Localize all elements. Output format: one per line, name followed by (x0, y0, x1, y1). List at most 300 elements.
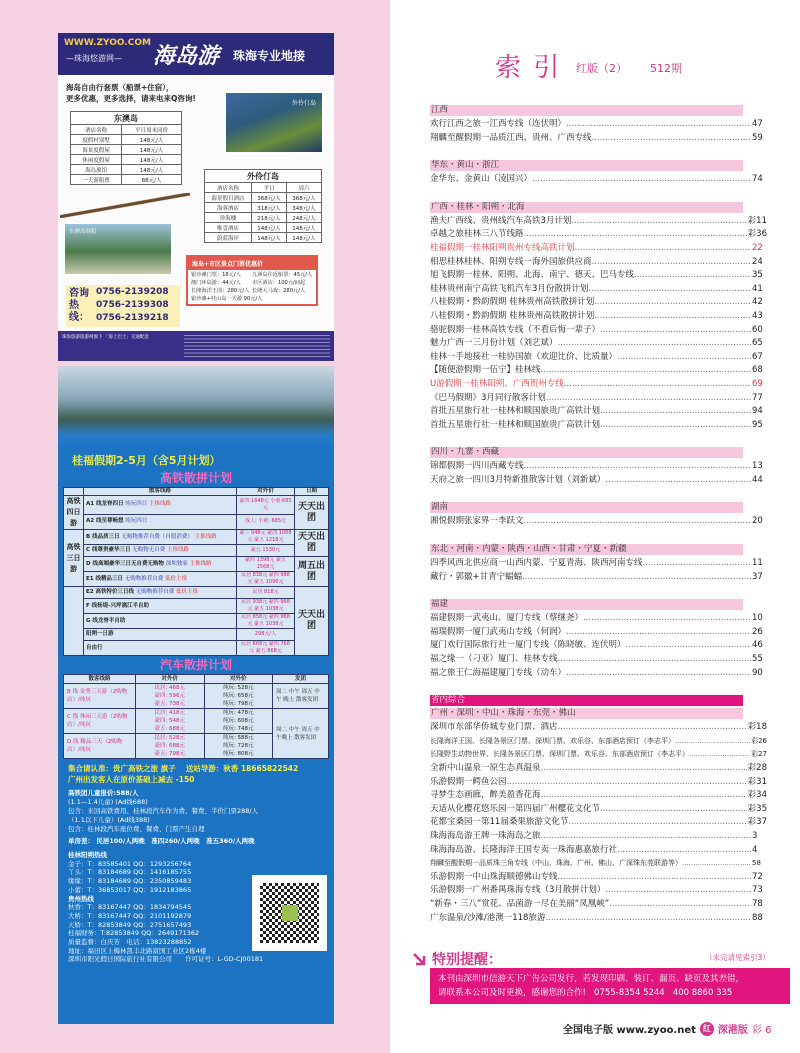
page-number: 彩 6 (751, 1025, 772, 1036)
issue-number: 512期 (650, 62, 682, 75)
entry-title: 深圳市东部华侨城专业门票、酒店 (430, 722, 558, 733)
index-entry[interactable] (430, 912, 767, 926)
ad-footer-note: 珠海悠游旅游网旗下 「海上巴士」交通配套 (62, 335, 149, 340)
entry-title: 相思桂林桂林、阳朔专线一海外国旅供应商 (430, 256, 592, 267)
index-entry[interactable] (430, 748, 767, 762)
route-tag: 低价主推 (165, 575, 188, 582)
price-line: 纯玩: 728元 (222, 743, 254, 749)
ad-header (58, 33, 334, 75)
qr-code[interactable] (252, 875, 327, 951)
bus-route-row (64, 684, 329, 709)
index-section (430, 160, 767, 187)
index-entry[interactable] (430, 269, 767, 283)
entry-page: 10 (752, 613, 763, 624)
entry-title: 桂林贵州南宁高铁飞机汽车3月份散拼计划 (430, 283, 589, 294)
price-line: 豪五: 738元 (154, 701, 186, 707)
leader-dots (566, 118, 751, 132)
index-entry[interactable] (430, 557, 767, 571)
subsection-header: 广州・深圳・中山・珠海・东莞・佛山 (430, 708, 743, 719)
page-title: 索 引 (495, 53, 562, 83)
entry-page: 24 (752, 256, 763, 267)
index-section (430, 599, 767, 680)
route-cell (84, 514, 237, 529)
promo-item: 澳门环岛游：44元/人 (191, 280, 241, 286)
entry-page: 彩28 (747, 763, 767, 773)
contact-line: 丫头：T：83184689 QQ：1416185755 (68, 868, 192, 877)
entry-title: 广东温泉/沙滩/港澳一118旅游 (430, 912, 546, 923)
edition-label: 红版（2） (576, 62, 627, 75)
index-entry[interactable] (430, 324, 767, 338)
route-price: 豪四:1648元 小童:685元 (237, 496, 295, 515)
route-cell (84, 545, 237, 557)
contact-line: 桂福财务：T:82853849 QQ：2649171362 (68, 929, 200, 938)
table-cell: 148元/人 (122, 165, 182, 175)
table-cell: 珍海楼 (205, 213, 252, 223)
column-header: 对外价 (237, 488, 295, 496)
entry-title: 桂福假期一桂林阳朔贵州专线高铁计划 (430, 242, 575, 253)
column-header: 散客线路 (64, 675, 136, 684)
table-cell: 海景度假屋 (71, 145, 122, 155)
price-line: 纯玩: 808元 (222, 751, 254, 757)
index-entry[interactable] (430, 721, 767, 735)
index-entry[interactable] (430, 392, 767, 406)
entry-page: 26 (752, 626, 763, 637)
leader-dots (522, 571, 751, 585)
bus-price (136, 684, 205, 709)
leader-dots (588, 283, 751, 297)
price-line: 豪四: 688元 (154, 743, 186, 749)
route-row (64, 587, 329, 599)
index-entry[interactable] (430, 639, 767, 653)
entry-page: 47 (752, 119, 763, 129)
table-row (71, 155, 182, 165)
wailingding-price-table (204, 169, 322, 243)
route-row (64, 614, 329, 629)
route-price: 豪四 1398元 豪五 1568元 (237, 557, 295, 572)
leader-dots (609, 898, 751, 912)
route-name: A2 线至尊畅想 (86, 518, 124, 525)
column-header: 发团 (273, 675, 329, 684)
entry-title: 八桂假期・黔韵假期 桂林贵州高铁散拼计划 (430, 310, 595, 321)
index-entry[interactable] (430, 735, 767, 749)
entry-title: 四季风西北供应商一山西内蒙、宁夏青海、陕西河南专线 (430, 558, 643, 569)
index-entry[interactable] (430, 857, 767, 871)
route-feature: 纯玩四日 (125, 518, 148, 525)
table-title-row (205, 170, 322, 183)
entry-title: 湘悦假期张家界一李跃文 (430, 516, 524, 527)
pavilion-photo (64, 223, 172, 275)
entry-page: 74 (752, 174, 763, 185)
entry-title: 天适从化樱花悠乐园一第四届广州樱花文化节 (430, 803, 601, 814)
index-entry[interactable] (430, 460, 767, 474)
entry-page: 58 (752, 859, 761, 868)
contact-line: 小蕾：T：36853017 QQ：1912183865 (68, 885, 192, 894)
ad-content (58, 454, 334, 970)
leader-dots (675, 735, 750, 749)
entry-title: 卓越之旅桂林三八节线路 (430, 229, 524, 240)
leader-dots (643, 557, 751, 571)
column-header: 酒店名称 (71, 125, 122, 135)
index-entry[interactable] (430, 515, 767, 529)
index-entry[interactable] (430, 803, 767, 817)
route-feature: 无购物无自费 (132, 547, 166, 553)
route-feature: 无购物推荐自费（自愿消费） (121, 533, 193, 540)
entry-page: 彩34 (747, 790, 767, 801)
guifu-holiday-ad (58, 366, 334, 1024)
section-header: 华东・黄山・浙江 (430, 160, 743, 171)
index-entry[interactable] (430, 884, 767, 898)
route-name: A1 线龙脊四日 (86, 501, 124, 508)
price-line: 纯玩: 608元 (222, 718, 254, 724)
promo-item: 银沙滩门票：18元/人 (191, 272, 241, 278)
promo-item: 长隆海洋王国：280元/人 (191, 288, 250, 294)
entry-page: 88 (752, 912, 763, 923)
bus-price (136, 709, 205, 734)
section-header: 江西 (430, 105, 743, 116)
price-line: 纯玩: 478元 (222, 710, 254, 716)
index-entry[interactable] (430, 667, 767, 681)
section-header: 省内综合 (430, 695, 743, 706)
route-cell (84, 587, 237, 599)
leader-dots (617, 844, 751, 858)
leader-dots (541, 364, 751, 378)
table-cell: 海景假日酒店 (205, 193, 252, 203)
table-cell: 148元/人 (122, 135, 182, 145)
index-entry[interactable] (430, 337, 767, 351)
index-entry[interactable] (430, 256, 767, 270)
index-section-province (430, 695, 767, 925)
table-cell: 248元/人 (286, 213, 321, 223)
table-row (205, 233, 322, 243)
index-entry[interactable] (430, 283, 767, 297)
route-tag: 主推线路 (166, 547, 189, 553)
leader-dots (594, 310, 751, 324)
table-row (205, 203, 322, 213)
route-price: 民居 838元 豪四 988元 豪五 1096元 (237, 572, 295, 587)
table-title: 外伶仃岛 (205, 170, 322, 183)
brand-subtitle: 珠海专业地接 (233, 49, 306, 63)
entry-page: 69 (752, 378, 763, 389)
child-price: 高铁团儿童报价:588/人 (68, 789, 139, 797)
route-row (64, 514, 329, 529)
leader-dots (600, 324, 751, 338)
route-price: 298元/人 (237, 629, 295, 641)
table-row (205, 223, 322, 233)
index-entry[interactable] (430, 830, 767, 844)
logo-subtitle: —珠海悠游网— (66, 54, 122, 63)
table-cell: 海蓉酒店 (205, 203, 252, 213)
contact-fine-print (184, 335, 330, 357)
leader-dots (682, 857, 751, 871)
route-name: E1 线精品三日 (86, 575, 123, 582)
entry-page: 11 (752, 558, 763, 569)
reminder-phone-1[interactable]: 0755-8354 5244 (594, 988, 665, 998)
route-price: 民居 938元 豪四 968元 豪五 1038元 (237, 599, 295, 614)
contact-line: 缘缘：T：83184689 QQ：2350859483 (68, 877, 192, 886)
brand-title: 海岛游 (153, 44, 220, 69)
entry-page: 22 (752, 242, 763, 253)
entry-page: 67 (752, 351, 763, 362)
contact-line: 天娇：T：82853849 QQ：2751657493 (68, 920, 192, 929)
edition-url[interactable]: 全国电子版 www.zyoo.net (563, 1025, 696, 1036)
table-cell: 218元/人 (251, 213, 286, 223)
table-cell: 368元/人 (251, 193, 286, 203)
table-header-row (64, 675, 329, 684)
blossom-branch-decoration (60, 193, 190, 218)
child-price-includes: 包含：来回高铁费用、桂林段汽车作为费、餐费、半价门票288/人 (68, 807, 259, 815)
column-header: 酒店名称 (205, 183, 252, 193)
entry-page: 彩26 (751, 736, 767, 745)
rail-plan-title: 高铁散拼计划 (159, 471, 232, 485)
ad-footer-bar (58, 331, 334, 361)
ticket-promo-box (186, 255, 318, 306)
entry-page: 78 (752, 898, 763, 909)
route-row (64, 629, 329, 641)
entry-page: 43 (752, 310, 763, 321)
leader-dots (558, 653, 751, 667)
index-entry[interactable] (430, 776, 767, 790)
entry-title: 【随便游假期一伍宁】桂林线 (430, 365, 541, 376)
price-line: 豪五: 688元 (154, 726, 186, 732)
infant-price-note: （1.1以下儿童）(Ad线388) (68, 816, 150, 824)
index-entry[interactable] (430, 173, 767, 187)
index-entry[interactable] (430, 816, 767, 830)
photo-caption: 外伶仃岛 (291, 100, 316, 107)
photo-caption: 东澳岛斜阳 (69, 229, 97, 235)
phone-3[interactable]: 0756-2139218 (96, 313, 169, 323)
index-entry[interactable] (430, 871, 767, 885)
column-header: 日期 (295, 488, 329, 496)
route-row (64, 641, 329, 656)
route-cell (84, 572, 237, 587)
index-entry[interactable] (430, 844, 767, 858)
index-section (430, 105, 767, 145)
reminder-phone-2[interactable]: 400 8860 335 (672, 988, 733, 998)
index-entry[interactable] (430, 419, 767, 433)
child-price-info (68, 789, 329, 846)
bus-route-row (64, 709, 329, 734)
table-cell: 度假村别墅 (71, 135, 122, 145)
entry-page: 41 (752, 283, 763, 294)
index-entry[interactable] (430, 789, 767, 803)
route-name: B 线品质三日 (86, 533, 120, 540)
index-entry[interactable] (430, 364, 767, 378)
section-header: 广西・桂林・阳朔・北海 (430, 202, 743, 213)
reminder-line-1: 本刊由深圳市信游天下广告公司发行，若发现印刷、装订、漏页、缺页及其差错， (438, 974, 745, 984)
column-header: 散客线路 (84, 488, 237, 496)
entry-title: 全新中山温泉一原生态真温泉 (430, 763, 541, 773)
arrow-down-right-icon (412, 952, 426, 966)
route-name: C 线尊贵豪华三日 (86, 547, 131, 553)
table-cell: 368元/人 (286, 193, 321, 203)
index-entry[interactable] (430, 762, 767, 776)
entry-page: 42 (752, 297, 763, 308)
index-entry[interactable] (430, 132, 767, 146)
leader-dots (594, 296, 751, 310)
leader-dots (558, 871, 751, 885)
contact-line: 贵州热线 (68, 894, 94, 903)
table-cell: 348元/人 (286, 203, 321, 213)
index-entry[interactable] (430, 228, 767, 242)
index-entry[interactable] (430, 351, 767, 365)
island-tour-ad (58, 33, 334, 361)
entry-page: 95 (752, 419, 763, 430)
index-entry[interactable] (430, 571, 767, 585)
qr-pattern (260, 883, 319, 943)
route-price: 民居 858元 豪四 968元 豪五 1038元 (237, 614, 295, 629)
column-header: 对外价 (136, 675, 205, 684)
departure-date: 天天出团 (295, 587, 329, 656)
promo-item: 九洲岛往返船票：45元/人 (252, 272, 313, 278)
region-label: 深港版 (717, 1025, 748, 1036)
intro-line-1: 海岛自由行套票（船票+住宿）， (66, 83, 174, 92)
route-price: 民居 668元 豪四 768元 豪五 868元 (237, 641, 295, 656)
route-name: G 线龙脊半自助 (86, 617, 126, 624)
leader-dots (524, 515, 751, 529)
entry-title: 乐游假期一鳄鱼公园 (430, 776, 507, 787)
contact-list (68, 851, 329, 964)
guilin-landscape-photo (58, 366, 334, 448)
rail-plan-table (63, 487, 329, 656)
red-edition-badge: 红 (700, 1022, 714, 1036)
island-photo (224, 91, 324, 154)
departure-date: 天天出团 (295, 496, 329, 530)
leader-dots (600, 419, 751, 433)
route-cell (84, 557, 237, 572)
entry-title: 翔麟至醒假期一品质珠三角专线（中山、珠海、广州、佛山、广深珠东莞联游等） (430, 859, 682, 868)
table-cell: 海岛旅馆 (71, 165, 122, 175)
index-entry[interactable] (430, 118, 767, 132)
price-line: 纯玩: 528元 (222, 685, 254, 691)
leader-dots (564, 378, 751, 392)
entry-title: 魅力广西一三月份计划（刘艺斌） (430, 338, 558, 349)
index-entry[interactable] (430, 626, 767, 640)
route-group (64, 587, 84, 656)
leader-dots (566, 626, 751, 640)
table-title: 东澳岛 (71, 112, 182, 125)
leader-dots (600, 405, 751, 419)
route-price: 成人: 小童: 685元 (237, 514, 295, 529)
price-line: 民居: 528元 (154, 735, 186, 741)
entry-page: 46 (752, 640, 763, 651)
leader-dots (592, 132, 751, 146)
route-tag: 主推线路 (149, 501, 172, 508)
section-header: 湖南 (430, 502, 743, 513)
index-entry[interactable] (430, 612, 767, 626)
entry-title: 珠海海岛游、长隆海洋王国专卖一珠海惠嘉旅行社 (430, 844, 618, 855)
route-cell (84, 629, 237, 641)
index-section (430, 447, 767, 487)
entry-title: 欢行江西之旅一江西专线（连伏明） (430, 119, 567, 129)
entry-title: 长隆海洋王国、长隆各景区门票、深圳门票、欢乐谷、东部酒店预订（李志平） (430, 736, 675, 745)
index-entry[interactable] (430, 215, 767, 229)
index-entry[interactable] (430, 378, 767, 392)
entry-page: 60 (752, 324, 763, 335)
entry-page: 13 (752, 461, 763, 472)
route-feature: 深圳独家 (165, 560, 188, 567)
promo-item: 市区酒店：100元/间起 (252, 280, 306, 286)
index-section (430, 502, 767, 529)
entry-title: 《巴马假期》3月同行散客计划 (430, 392, 546, 403)
entry-title: 福之缘一（刁亚）厦门、桂林专线 (430, 654, 558, 665)
price-line: 纯玩: 748元 (222, 726, 254, 732)
bus-plan-table (63, 674, 329, 759)
index-entry[interactable] (430, 653, 767, 667)
leader-dots (524, 460, 751, 474)
phone-1[interactable]: 0756-2139208 (96, 287, 169, 297)
single-room-supplement: 单房差： 民居100/人两晚 准四260/人两晚 准五360/人两晚 (68, 837, 255, 845)
table-cell: 蔚蓝海岸 (205, 233, 252, 243)
bus-route: D 线 精品三天（2购物店）/纯玩 (64, 734, 136, 759)
promo-item: 长隆大马戏：280元/人 (252, 288, 306, 294)
entry-page: 彩31 (747, 776, 767, 787)
leader-dots (507, 776, 747, 790)
route-row (64, 496, 329, 515)
departure-date: 天天出团 (295, 530, 329, 557)
route-tag: 主推线路 (194, 533, 217, 540)
entry-title: 旭飞假期一桂林、阳朔、北海、南宁、德天、巴马专线 (430, 270, 635, 281)
price-line: 纯玩: 658元 (222, 693, 254, 699)
bus-plan-title: 汽车散拼计划 (159, 658, 232, 672)
entry-page: 彩35 (747, 803, 767, 814)
price-line: 民居: 418元 (154, 710, 186, 716)
entry-page: 彩11 (747, 215, 767, 226)
column-header (64, 488, 84, 496)
route-cell (84, 496, 237, 515)
entry-page: 68 (752, 365, 763, 376)
entry-title: 乐游假期一广州番禺珠海专线（3月散拼计划） (430, 885, 606, 896)
index-entry[interactable] (430, 242, 767, 256)
index-entry[interactable] (430, 296, 767, 310)
reminder-note: （未完请见索引3） (705, 953, 770, 962)
section-header: 东北・河南・内蒙・陕西・山西・甘肃・宁夏・新疆 (430, 544, 743, 555)
index-entry[interactable] (430, 405, 767, 419)
bus-departure: 周二 中午 周五 中午 晚上 散客发团 (273, 684, 329, 709)
index-entry[interactable] (430, 310, 767, 324)
route-name: 自由行 (86, 644, 103, 651)
infant-price-includes: 包含：桂林段汽车座位费、餐费、门票产生自理 (68, 825, 205, 833)
index-entry[interactable] (430, 898, 767, 912)
section-header: 四川・九寨・西藏 (430, 447, 743, 458)
table-cell: 148元/人 (286, 233, 321, 243)
route-row (64, 572, 329, 587)
table-cell: 148元/人 (251, 233, 286, 243)
entry-title: 桂林一手地接社一桂协国旅（欢迎比价、比质量） (430, 351, 618, 362)
leader-dots (558, 337, 751, 351)
index-section (430, 544, 767, 584)
leader-dots (626, 639, 751, 653)
leader-dots (568, 816, 746, 830)
index-entry[interactable] (430, 474, 767, 488)
leader-dots (592, 256, 751, 270)
hotline-box (66, 285, 180, 327)
bus-price (136, 734, 205, 759)
route-name: 阳朔一日游 (86, 631, 114, 637)
entry-page: 彩18 (747, 722, 767, 733)
table-row (71, 165, 182, 175)
phone-2[interactable]: 0756-2139308 (96, 300, 169, 310)
route-name: F 线杨堤-兴坪漓江半自助 (86, 602, 149, 609)
entry-page: 彩27 (751, 750, 767, 759)
table-header-row (205, 183, 322, 193)
entry-title: “新春・三八”赏花、品菌游一尽在美丽“凤凰峡” (430, 898, 610, 909)
leader-dots (571, 215, 746, 229)
table-header-row (64, 488, 329, 496)
price-line: 豪四: 548元 (154, 718, 186, 724)
leader-dots (541, 789, 747, 803)
leader-dots (532, 173, 751, 187)
zyoo-logo: WWW.ZYOO.COM (64, 38, 151, 48)
